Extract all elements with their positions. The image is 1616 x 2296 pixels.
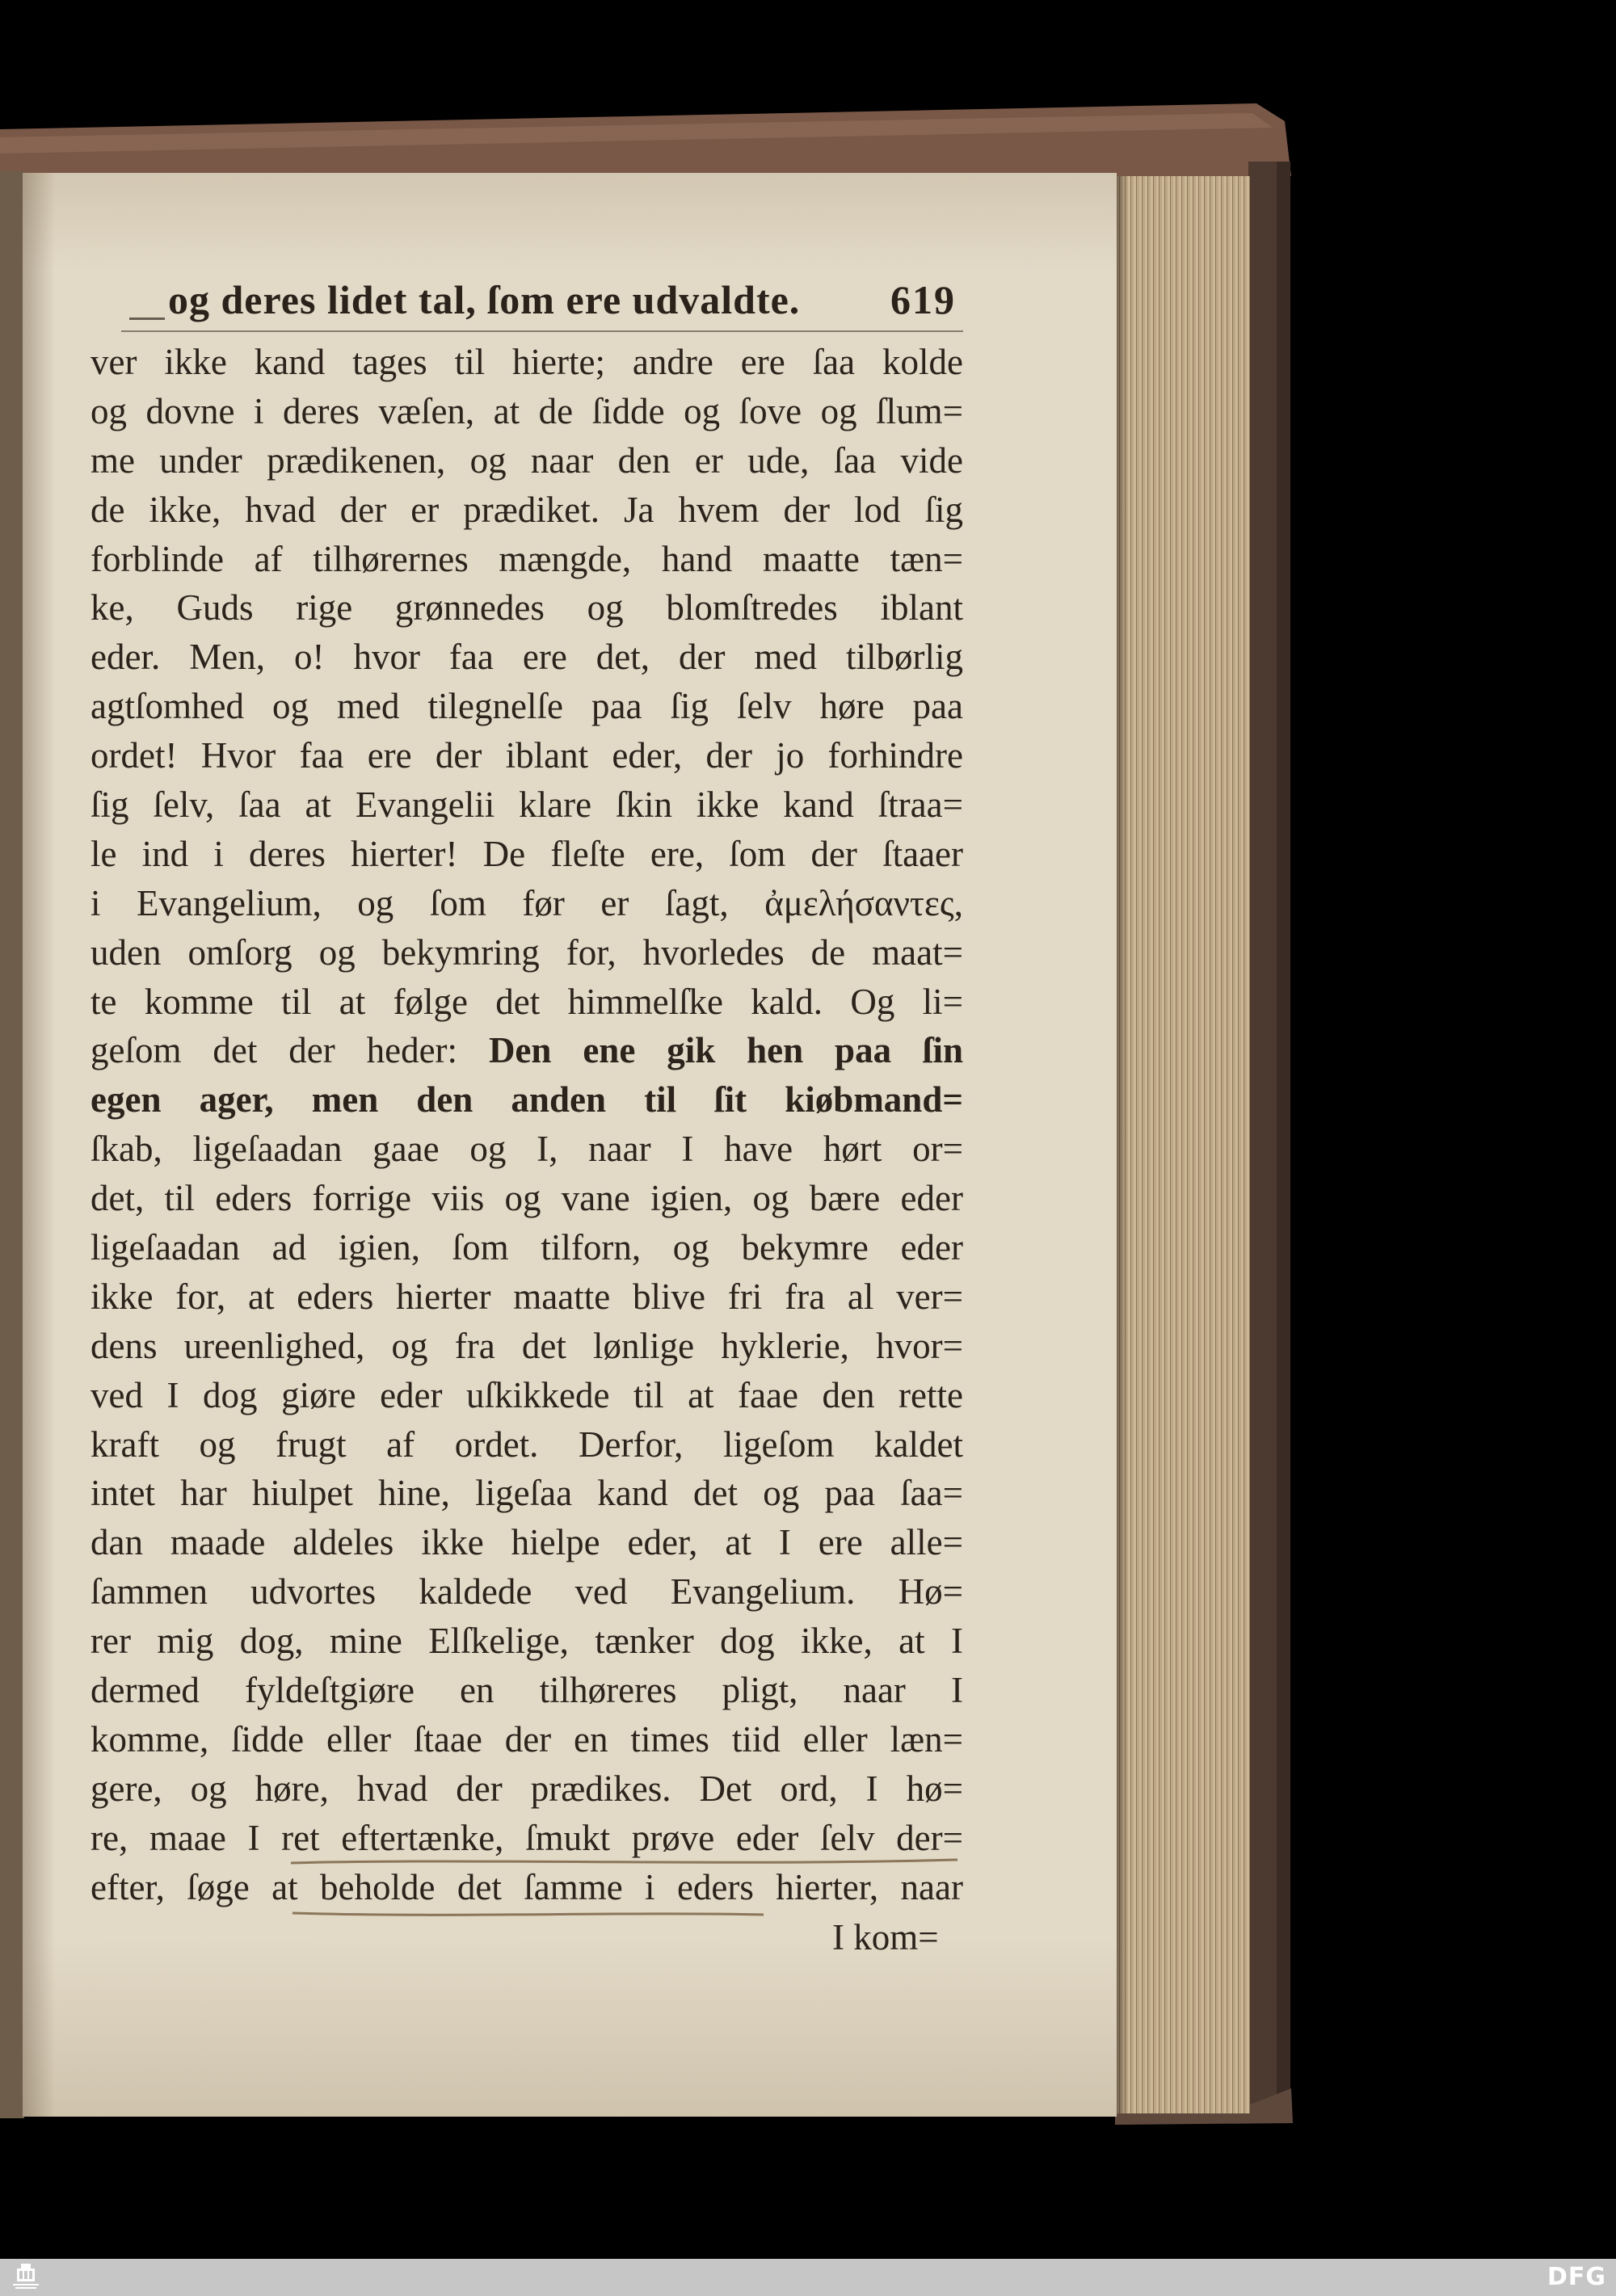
text-line: dens ureenlighed, og fra det lønlige hyklerie, hvor= (90, 1325, 963, 1366)
head-rule-left (129, 317, 165, 320)
text-line: de ikke, hvad der er prædiket. Ja hvem der lod ſig (90, 489, 963, 530)
text-line: le ind i deres hierter! De fleſte ere, ſom der ſtaaer (90, 833, 963, 874)
text-line: ke, Guds rige grønnedes og blomſtredes iblant (90, 587, 963, 629)
text-line: ligeſaadan ad igien, ſom tilforn, og bekymre eder (90, 1227, 963, 1268)
page-body-text (90, 338, 963, 1912)
running-head: og deres lidet tal, ſom ere udvaldte. (168, 277, 801, 322)
text-line: i Evangelium, og ſom før er ſagt, ἀμελήσαντες, (90, 882, 963, 923)
text-line: forblinde af tilhørernes mængde, hand maatte tæn= (90, 538, 963, 579)
text-line: eder. Men, o! hvor faa ere det, der med tilbørlig (90, 637, 963, 678)
text-line: dermed fyldeſtgiøre en tilhøreres pligt, naar I (90, 1670, 963, 1711)
text-line: ſkab, ligeſaadan gaae og I, naar I have hørt or= (90, 1129, 963, 1170)
catchword: I kom= (832, 1917, 939, 1957)
text-line: ſig ſelv, ſaa at Evangelii klare ſkin ikke kand ſtraa= (90, 784, 963, 826)
text-line-emphasis: egen ager, men den anden til ſit kiøbmand= (90, 1079, 963, 1121)
text-line: kraft og frugt af ordet. Derfor, ligeſom kaldet (90, 1423, 963, 1465)
text-line: komme, ſidde eller ſtaae der en times tiid eller læn= (90, 1718, 963, 1760)
page-number: 619 (890, 277, 956, 322)
text-line-roman: geſom det der heder: (90, 1030, 458, 1071)
text-line: ved I dog giøre eder uſkikkede til at faae den rette (90, 1374, 963, 1415)
text-line: og dovne i deres væſen, at de ſidde og ſove og ſlum= (90, 390, 963, 431)
library-emblem-icon (10, 2262, 42, 2293)
scan-footer-bar (0, 2259, 1616, 2296)
text-line: efter, ſøge at beholde det ſamme i eders hierter, naar (90, 1866, 963, 1907)
dfg-brand: DFG (1547, 2263, 1606, 2291)
page-edges-stack (1117, 176, 1250, 2113)
text-line: ikke for, at eders hierter maatte blive fri fra al ver= (90, 1276, 963, 1317)
text-line: ſammen udvortes kaldede ved Evangelium. Hø= (90, 1571, 963, 1613)
text-line-emphasis: Den ene gik hen paa ſin (488, 1030, 963, 1071)
text-line: rer mig dog, mine Elſkelige, tænker dog ikke, at I (90, 1621, 963, 1662)
book-cover-right-shade (1277, 162, 1290, 2117)
text-line: te komme til at følge det himmelſke kald. Og li= (90, 981, 963, 1022)
text-line: ordet! Hvor faa ere der iblant eder, der jo forhindre (90, 735, 963, 776)
text-line: det, til eders forrige viis og vane igien, og bære eder (90, 1178, 963, 1219)
text-line: dan maade aldeles ikke hielpe eder, at I ere alle= (90, 1522, 963, 1563)
text-line: agtſomhed og med tilegnelſe paa ſig ſelv høre paa (90, 686, 963, 727)
previous-leaf-edge (0, 171, 24, 2118)
text-line: uden omſorg og bekymring for, hvorledes de maat= (90, 931, 963, 973)
head-rule (121, 330, 963, 332)
text-line: gere, og høre, hvad der prædikes. Det ord, I hø= (90, 1768, 963, 1809)
text-line: me under prædikenen, og naar den er ude, ſaa vide (90, 439, 963, 481)
text-line: ver ikke kand tages til hierte; andre ere ſaa kolde (90, 342, 963, 382)
text-line: re, maae I ret eftertænke, ſmukt prøve eder ſelv der= (90, 1817, 963, 1858)
text-line (90, 1026, 963, 1075)
text-line: intet har hiulpet hine, ligeſaa kand det og paa ſaa= (90, 1473, 963, 1514)
